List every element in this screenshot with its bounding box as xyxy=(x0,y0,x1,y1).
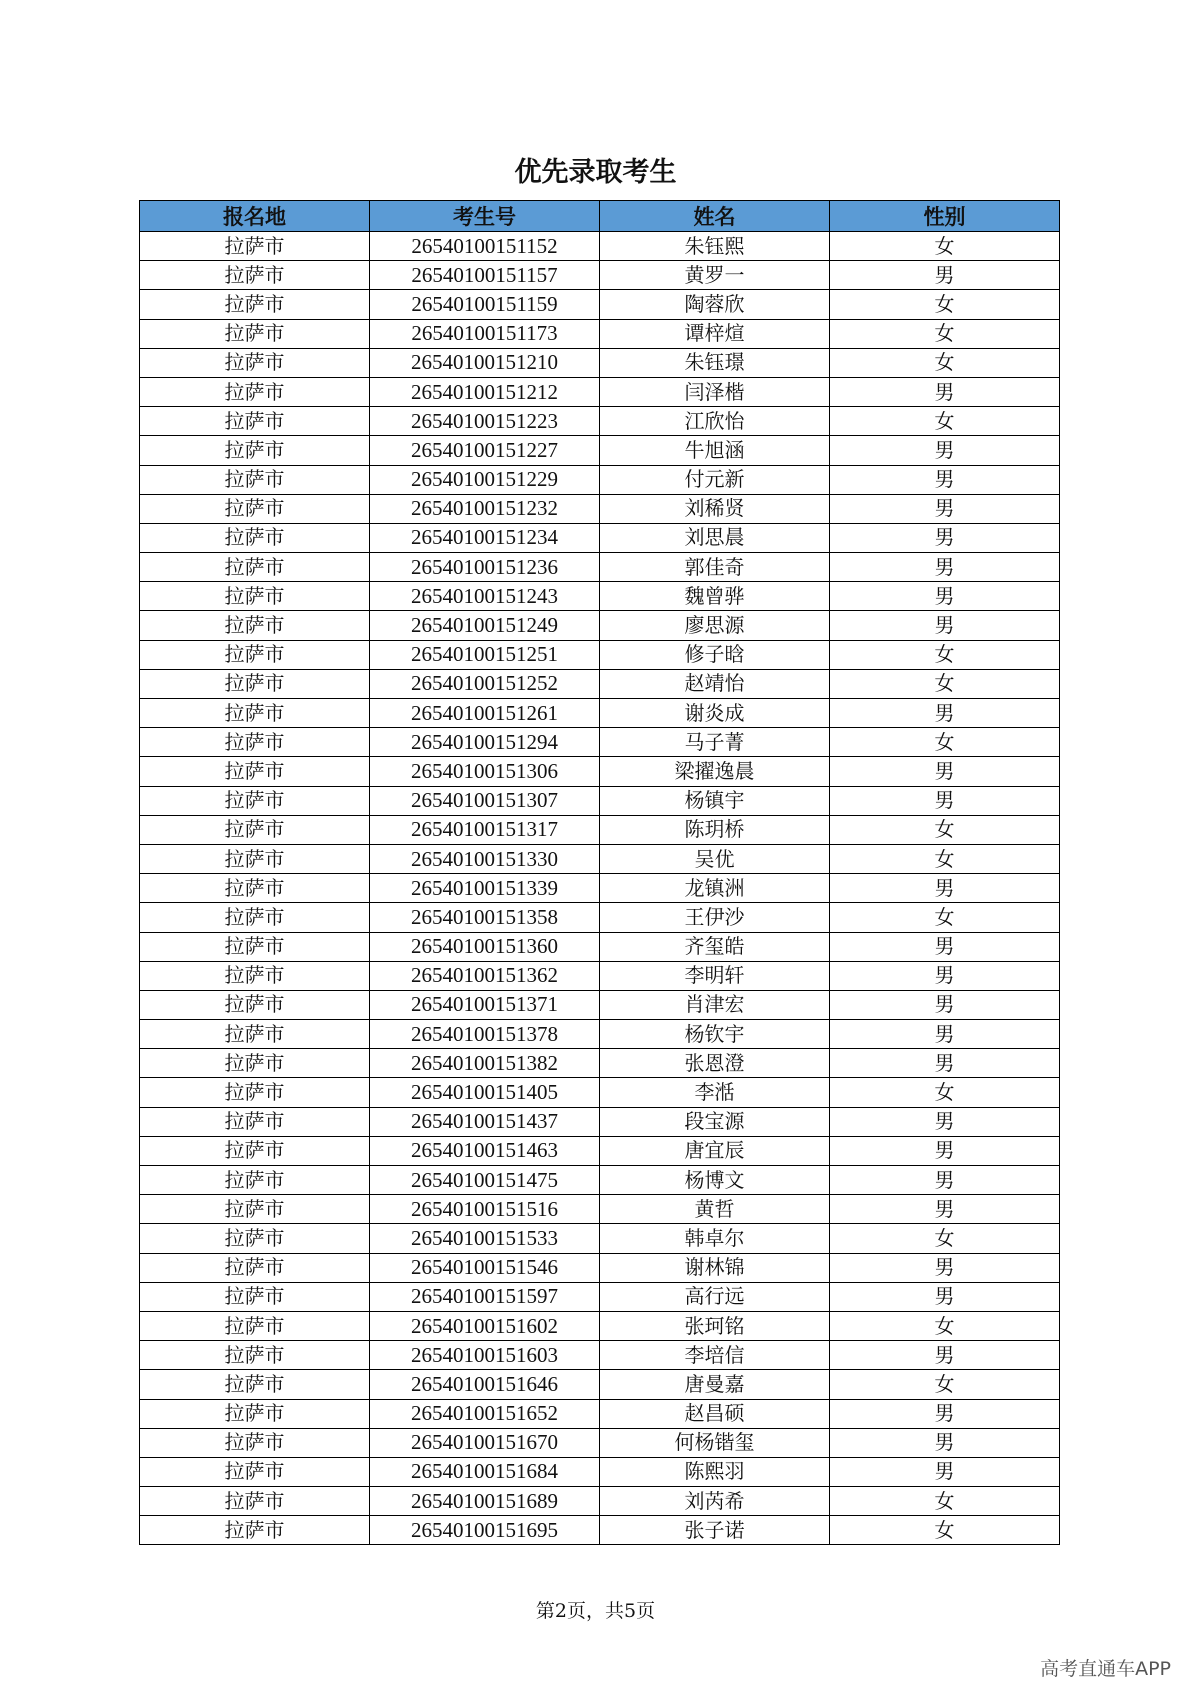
cell-exam-number: 26540100151223 xyxy=(370,407,600,436)
cell-gender: 男 xyxy=(830,377,1060,406)
cell-name: 刘稀贤 xyxy=(600,494,830,523)
cell-exam-number: 26540100151684 xyxy=(370,1457,600,1486)
cell-region: 拉萨市 xyxy=(140,1311,370,1340)
table-row xyxy=(140,582,1060,611)
cell-name: 付元新 xyxy=(600,465,830,494)
table-row xyxy=(140,1341,1060,1370)
cell-exam-number: 26540100151212 xyxy=(370,377,600,406)
cell-gender: 男 xyxy=(830,1107,1060,1136)
cell-exam-number: 26540100151294 xyxy=(370,728,600,757)
cell-region: 拉萨市 xyxy=(140,815,370,844)
table-row xyxy=(140,1049,1060,1078)
cell-gender: 女 xyxy=(830,348,1060,377)
cell-region: 拉萨市 xyxy=(140,1020,370,1049)
cell-exam-number: 26540100151152 xyxy=(370,232,600,261)
cell-region: 拉萨市 xyxy=(140,261,370,290)
cell-region: 拉萨市 xyxy=(140,699,370,728)
cell-exam-number: 26540100151362 xyxy=(370,961,600,990)
cell-region: 拉萨市 xyxy=(140,874,370,903)
cell-exam-number: 26540100151251 xyxy=(370,640,600,669)
cell-region: 拉萨市 xyxy=(140,640,370,669)
cell-exam-number: 26540100151306 xyxy=(370,757,600,786)
cell-name: 张恩澄 xyxy=(600,1049,830,1078)
cell-name: 唐曼嘉 xyxy=(600,1370,830,1399)
cell-name: 廖思源 xyxy=(600,611,830,640)
table-header-row xyxy=(140,201,1060,232)
cell-region: 拉萨市 xyxy=(140,1428,370,1457)
cell-exam-number: 26540100151378 xyxy=(370,1020,600,1049)
table-row xyxy=(140,553,1060,582)
cell-gender: 女 xyxy=(830,728,1060,757)
cell-exam-number: 26540100151358 xyxy=(370,903,600,932)
cell-name: 刘思晨 xyxy=(600,523,830,552)
column-header-name: 姓名 xyxy=(600,201,830,232)
cell-gender: 男 xyxy=(830,786,1060,815)
cell-name: 吴优 xyxy=(600,844,830,873)
cell-gender: 女 xyxy=(830,407,1060,436)
cell-gender: 男 xyxy=(830,1195,1060,1224)
cell-name: 刘芮希 xyxy=(600,1487,830,1516)
cell-region: 拉萨市 xyxy=(140,407,370,436)
watermark: 高考直通车APP xyxy=(1040,1658,1171,1680)
cell-name: 张珂铭 xyxy=(600,1311,830,1340)
cell-gender: 女 xyxy=(830,1078,1060,1107)
cell-name: 黄罗一 xyxy=(600,261,830,290)
cell-exam-number: 26540100151236 xyxy=(370,553,600,582)
cell-name: 李明轩 xyxy=(600,961,830,990)
table-row xyxy=(140,1166,1060,1195)
table-row xyxy=(140,1457,1060,1486)
cell-exam-number: 26540100151339 xyxy=(370,874,600,903)
cell-region: 拉萨市 xyxy=(140,436,370,465)
table-row xyxy=(140,1428,1060,1457)
cell-name: 唐宜辰 xyxy=(600,1136,830,1165)
cell-exam-number: 26540100151646 xyxy=(370,1370,600,1399)
cell-name: 高行远 xyxy=(600,1282,830,1311)
table-row xyxy=(140,844,1060,873)
cell-exam-number: 26540100151307 xyxy=(370,786,600,815)
cell-gender: 女 xyxy=(830,1311,1060,1340)
column-header-region: 报名地 xyxy=(140,201,370,232)
cell-name: 黄哲 xyxy=(600,1195,830,1224)
cell-region: 拉萨市 xyxy=(140,582,370,611)
table-row xyxy=(140,436,1060,465)
table-row xyxy=(140,1282,1060,1311)
cell-exam-number: 26540100151159 xyxy=(370,290,600,319)
cell-gender: 男 xyxy=(830,553,1060,582)
cell-gender: 男 xyxy=(830,436,1060,465)
cell-gender: 男 xyxy=(830,1399,1060,1428)
table-row xyxy=(140,728,1060,757)
cell-gender: 男 xyxy=(830,1049,1060,1078)
cell-region: 拉萨市 xyxy=(140,844,370,873)
table-row xyxy=(140,611,1060,640)
table-row xyxy=(140,348,1060,377)
cell-gender: 男 xyxy=(830,582,1060,611)
page-title: 优先录取考生 xyxy=(514,157,677,188)
cell-region: 拉萨市 xyxy=(140,377,370,406)
cell-exam-number: 26540100151243 xyxy=(370,582,600,611)
cell-exam-number: 26540100151516 xyxy=(370,1195,600,1224)
cell-region: 拉萨市 xyxy=(140,1136,370,1165)
cell-gender: 男 xyxy=(830,699,1060,728)
table-row xyxy=(140,640,1060,669)
cell-gender: 男 xyxy=(830,1253,1060,1282)
table-row xyxy=(140,669,1060,698)
table-row xyxy=(140,1399,1060,1428)
cell-region: 拉萨市 xyxy=(140,494,370,523)
cell-exam-number: 26540100151261 xyxy=(370,699,600,728)
cell-name: 闫泽楷 xyxy=(600,377,830,406)
cell-region: 拉萨市 xyxy=(140,1399,370,1428)
cell-gender: 男 xyxy=(830,1282,1060,1311)
cell-exam-number: 26540100151597 xyxy=(370,1282,600,1311)
cell-name: 何杨锴玺 xyxy=(600,1428,830,1457)
cell-name: 段宝源 xyxy=(600,1107,830,1136)
cell-name: 陈熙羽 xyxy=(600,1457,830,1486)
cell-gender: 男 xyxy=(830,961,1060,990)
cell-gender: 女 xyxy=(830,640,1060,669)
cell-exam-number: 26540100151229 xyxy=(370,465,600,494)
cell-name: 张子诺 xyxy=(600,1516,830,1545)
cell-name: 谢炎成 xyxy=(600,699,830,728)
cell-region: 拉萨市 xyxy=(140,728,370,757)
table-row xyxy=(140,261,1060,290)
cell-name: 朱钰璟 xyxy=(600,348,830,377)
cell-region: 拉萨市 xyxy=(140,465,370,494)
cell-region: 拉萨市 xyxy=(140,523,370,552)
table-row xyxy=(140,1107,1060,1136)
cell-region: 拉萨市 xyxy=(140,1195,370,1224)
cell-region: 拉萨市 xyxy=(140,990,370,1019)
cell-gender: 男 xyxy=(830,523,1060,552)
cell-region: 拉萨市 xyxy=(140,1341,370,1370)
cell-name: 谭梓煊 xyxy=(600,319,830,348)
cell-gender: 女 xyxy=(830,1370,1060,1399)
table-row xyxy=(140,1136,1060,1165)
cell-name: 梁擢逸晨 xyxy=(600,757,830,786)
column-header-exam-number: 考生号 xyxy=(370,201,600,232)
cell-exam-number: 26540100151234 xyxy=(370,523,600,552)
cell-name: 杨博文 xyxy=(600,1166,830,1195)
cell-gender: 女 xyxy=(830,232,1060,261)
cell-exam-number: 26540100151695 xyxy=(370,1516,600,1545)
cell-gender: 女 xyxy=(830,1224,1060,1253)
cell-gender: 女 xyxy=(830,669,1060,698)
cell-gender: 男 xyxy=(830,1166,1060,1195)
cell-exam-number: 26540100151382 xyxy=(370,1049,600,1078)
cell-gender: 女 xyxy=(830,903,1060,932)
cell-exam-number: 26540100151317 xyxy=(370,815,600,844)
cell-region: 拉萨市 xyxy=(140,1253,370,1282)
cell-exam-number: 26540100151602 xyxy=(370,1311,600,1340)
table-row xyxy=(140,815,1060,844)
cell-gender: 女 xyxy=(830,844,1060,873)
table-row xyxy=(140,990,1060,1019)
cell-name: 谢林锦 xyxy=(600,1253,830,1282)
cell-exam-number: 26540100151475 xyxy=(370,1166,600,1195)
cell-exam-number: 26540100151463 xyxy=(370,1136,600,1165)
cell-gender: 男 xyxy=(830,990,1060,1019)
cell-name: 牛旭涵 xyxy=(600,436,830,465)
admission-table xyxy=(139,200,1060,1545)
table-row xyxy=(140,1516,1060,1545)
cell-name: 赵靖怡 xyxy=(600,669,830,698)
cell-gender: 男 xyxy=(830,611,1060,640)
table-row xyxy=(140,1311,1060,1340)
cell-name: 李湉 xyxy=(600,1078,830,1107)
cell-gender: 男 xyxy=(830,465,1060,494)
cell-exam-number: 26540100151603 xyxy=(370,1341,600,1370)
cell-gender: 男 xyxy=(830,932,1060,961)
cell-region: 拉萨市 xyxy=(140,961,370,990)
cell-region: 拉萨市 xyxy=(140,1078,370,1107)
cell-gender: 女 xyxy=(830,815,1060,844)
cell-exam-number: 26540100151249 xyxy=(370,611,600,640)
cell-gender: 男 xyxy=(830,261,1060,290)
cell-name: 修子晗 xyxy=(600,640,830,669)
cell-region: 拉萨市 xyxy=(140,232,370,261)
table-row xyxy=(140,407,1060,436)
cell-region: 拉萨市 xyxy=(140,611,370,640)
table-row xyxy=(140,290,1060,319)
cell-region: 拉萨市 xyxy=(140,669,370,698)
cell-gender: 男 xyxy=(830,1457,1060,1486)
table-row xyxy=(140,523,1060,552)
table-row xyxy=(140,319,1060,348)
cell-name: 韩卓尔 xyxy=(600,1224,830,1253)
cell-gender: 女 xyxy=(830,1516,1060,1545)
table-row xyxy=(140,874,1060,903)
table-row xyxy=(140,961,1060,990)
cell-region: 拉萨市 xyxy=(140,1166,370,1195)
cell-name: 朱钰熙 xyxy=(600,232,830,261)
cell-gender: 男 xyxy=(830,1020,1060,1049)
cell-name: 李培信 xyxy=(600,1341,830,1370)
cell-exam-number: 26540100151360 xyxy=(370,932,600,961)
cell-region: 拉萨市 xyxy=(140,1282,370,1311)
table-row xyxy=(140,377,1060,406)
cell-name: 齐玺皓 xyxy=(600,932,830,961)
table-row xyxy=(140,903,1060,932)
cell-exam-number: 26540100151157 xyxy=(370,261,600,290)
cell-region: 拉萨市 xyxy=(140,757,370,786)
table-body xyxy=(140,232,1060,1545)
cell-exam-number: 26540100151252 xyxy=(370,669,600,698)
cell-name: 魏曾骅 xyxy=(600,582,830,611)
table-row xyxy=(140,1224,1060,1253)
cell-region: 拉萨市 xyxy=(140,1049,370,1078)
cell-name: 赵昌硕 xyxy=(600,1399,830,1428)
cell-exam-number: 26540100151173 xyxy=(370,319,600,348)
cell-name: 杨镇宇 xyxy=(600,786,830,815)
table-row xyxy=(140,494,1060,523)
cell-exam-number: 26540100151652 xyxy=(370,1399,600,1428)
cell-region: 拉萨市 xyxy=(140,1107,370,1136)
table-row xyxy=(140,1078,1060,1107)
cell-region: 拉萨市 xyxy=(140,319,370,348)
cell-exam-number: 26540100151371 xyxy=(370,990,600,1019)
cell-name: 龙镇洲 xyxy=(600,874,830,903)
cell-name: 陶蓉欣 xyxy=(600,290,830,319)
cell-region: 拉萨市 xyxy=(140,1370,370,1399)
table-row xyxy=(140,232,1060,261)
cell-exam-number: 26540100151227 xyxy=(370,436,600,465)
table-row xyxy=(140,1487,1060,1516)
cell-exam-number: 26540100151330 xyxy=(370,844,600,873)
cell-name: 肖津宏 xyxy=(600,990,830,1019)
cell-exam-number: 26540100151405 xyxy=(370,1078,600,1107)
cell-gender: 男 xyxy=(830,874,1060,903)
cell-region: 拉萨市 xyxy=(140,290,370,319)
cell-region: 拉萨市 xyxy=(140,1457,370,1486)
cell-name: 马子菁 xyxy=(600,728,830,757)
cell-name: 杨钦宇 xyxy=(600,1020,830,1049)
cell-region: 拉萨市 xyxy=(140,553,370,582)
table-row xyxy=(140,699,1060,728)
table-row xyxy=(140,465,1060,494)
cell-exam-number: 26540100151232 xyxy=(370,494,600,523)
cell-gender: 男 xyxy=(830,1428,1060,1457)
cell-exam-number: 26540100151533 xyxy=(370,1224,600,1253)
cell-region: 拉萨市 xyxy=(140,1224,370,1253)
cell-gender: 男 xyxy=(830,494,1060,523)
cell-name: 陈玥桥 xyxy=(600,815,830,844)
cell-name: 王伊沙 xyxy=(600,903,830,932)
cell-region: 拉萨市 xyxy=(140,348,370,377)
table-row xyxy=(140,1253,1060,1282)
cell-gender: 男 xyxy=(830,757,1060,786)
cell-region: 拉萨市 xyxy=(140,786,370,815)
cell-name: 郭佳奇 xyxy=(600,553,830,582)
table-row xyxy=(140,1370,1060,1399)
cell-gender: 女 xyxy=(830,319,1060,348)
column-header-gender: 性别 xyxy=(830,201,1060,232)
cell-exam-number: 26540100151437 xyxy=(370,1107,600,1136)
cell-exam-number: 26540100151210 xyxy=(370,348,600,377)
cell-name: 江欣怡 xyxy=(600,407,830,436)
cell-gender: 男 xyxy=(830,1136,1060,1165)
cell-region: 拉萨市 xyxy=(140,932,370,961)
table-row xyxy=(140,1020,1060,1049)
cell-gender: 女 xyxy=(830,290,1060,319)
cell-gender: 女 xyxy=(830,1487,1060,1516)
cell-region: 拉萨市 xyxy=(140,903,370,932)
table-row xyxy=(140,1195,1060,1224)
cell-gender: 男 xyxy=(830,1341,1060,1370)
page-number: 第2页，共5页 xyxy=(535,1600,656,1622)
cell-exam-number: 26540100151670 xyxy=(370,1428,600,1457)
table-row xyxy=(140,757,1060,786)
cell-exam-number: 26540100151546 xyxy=(370,1253,600,1282)
table-row xyxy=(140,786,1060,815)
cell-exam-number: 26540100151689 xyxy=(370,1487,600,1516)
cell-region: 拉萨市 xyxy=(140,1516,370,1545)
table-row xyxy=(140,932,1060,961)
cell-region: 拉萨市 xyxy=(140,1487,370,1516)
